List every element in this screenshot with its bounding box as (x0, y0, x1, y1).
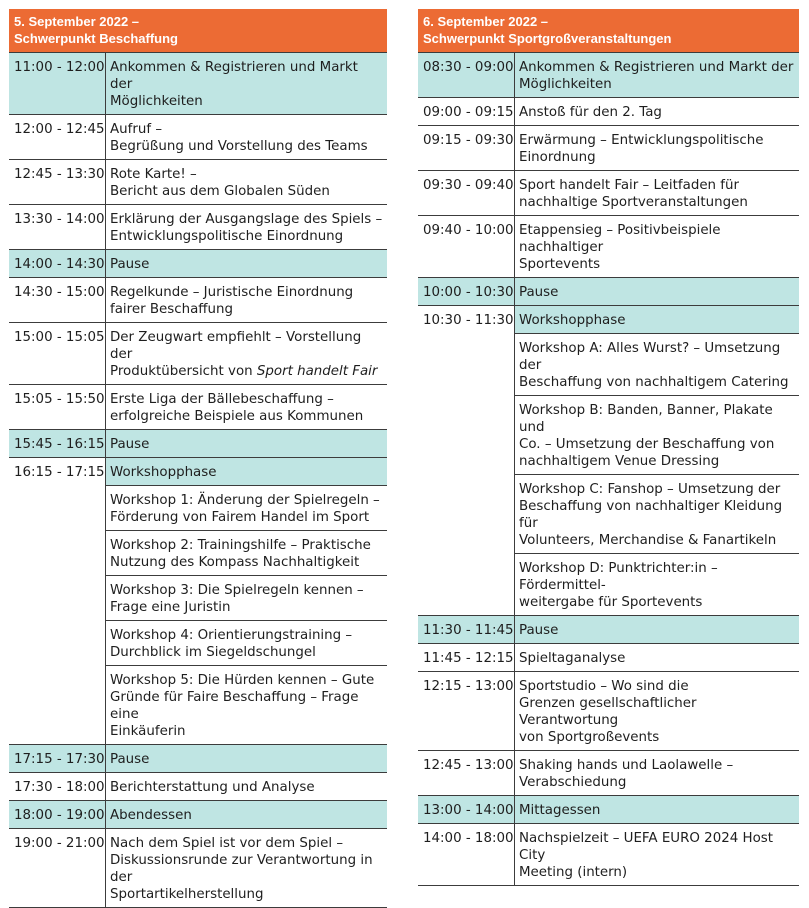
schedule-row (9, 829, 387, 908)
session-title: Erklärung der Ausgangslage des Spiels – Entwicklungspolitische Einordnung (105, 205, 387, 249)
session-title: Rote Karte! – Bericht aus dem Globalen Süden (105, 160, 387, 204)
schedule-row (418, 824, 799, 886)
workshop-item: Workshop 3: Die Spielregeln kennen – Frage eine Juristin (105, 576, 387, 621)
schedule-row-break (9, 250, 387, 278)
schedule-row (9, 278, 387, 323)
schedule-row-break (418, 278, 799, 306)
session-title: Abendessen (105, 801, 387, 828)
time-slot: 15:45 - 16:15 (14, 437, 105, 452)
time-slot: 12:45 - 13:30 (14, 167, 105, 182)
session-title: Regelkunde – Juristische Einordnung fairer Beschaffung (105, 278, 387, 322)
session-title: Erwärmung – Entwicklungspolitische Einordnung (514, 126, 799, 170)
time-slot: 17:30 - 18:00 (14, 780, 105, 795)
workshop-item: Workshop B: Banden, Banner, Plakate und Co. – Umsetzung der Beschaffung von nachhaltigem Venue Dressing (514, 396, 799, 475)
workshop-phase-label: Workshopphase (514, 306, 799, 334)
time-slot: 18:00 - 19:00 (14, 808, 105, 823)
session-title: Mittagessen (514, 796, 799, 823)
session-title: Erste Liga der Bällebeschaffung – erfolgreiche Beispiele aus Kommunen (105, 385, 387, 429)
session-title-text: Der Zeugwart empfiehlt – Vorstellung der Produktübersicht von (110, 330, 362, 379)
session-title: Sport handelt Fair – Leitfaden für nachhaltige Sportveranstaltungen (514, 171, 799, 215)
session-title: Pause (514, 616, 799, 643)
schedule-row-break (9, 430, 387, 458)
schedule-row-break (9, 745, 387, 773)
time-slot: 14:00 - 14:30 (14, 257, 105, 272)
session-title: Sportstudio – Wo sind die Grenzen gesellschaftlicher Verantwortung von Sportgroßevents (514, 672, 799, 750)
time-slot: 14:30 - 15:00 (14, 285, 105, 300)
session-title: Shaking hands und Laolawelle – Verabschiedung (514, 751, 799, 795)
workshop-item: Workshop A: Alles Wurst? – Umsetzung der Beschaffung von nachhaltigem Catering (514, 334, 799, 396)
schedule-row-break (418, 616, 799, 644)
schedule-row (418, 98, 799, 126)
schedule-row (9, 115, 387, 160)
session-title: Spieltaganalyse (514, 644, 799, 671)
session-title: Ankommen & Registrieren und Markt der Möglichkeiten (105, 53, 387, 114)
workshop-item: Workshop 2: Trainingshilfe – Praktische Nutzung des Kompass Nachhaltigkeit (105, 531, 387, 576)
time-slot: 09:00 - 09:15 (423, 105, 514, 120)
workshop-block (9, 458, 387, 745)
schedule-row (9, 323, 387, 385)
time-slot: 10:30 - 11:30 (418, 306, 514, 616)
time-slot: 15:00 - 15:05 (14, 330, 105, 345)
schedule-row-break (9, 53, 387, 115)
session-title-emphasis: Sport handelt Fair (256, 364, 378, 379)
schedule-row (418, 171, 799, 216)
session-title: Ankommen & Registrieren und Markt der Möglichkeiten (514, 53, 799, 97)
session-title: Anstoß für den 2. Tag (514, 98, 799, 125)
day-header-line: Schwerpunkt Sportgroßveranstaltungen (423, 31, 672, 46)
day-header (9, 9, 387, 53)
time-slot: 11:00 - 12:00 (14, 60, 105, 75)
session-title: Nachspielzeit – UEFA EURO 2024 Host City Meeting (intern) (514, 824, 799, 885)
workshop-block (418, 306, 799, 616)
schedule-row (418, 126, 799, 171)
schedule-row (418, 751, 799, 796)
schedule-row-break (418, 53, 799, 98)
day-header-line: 5. September 2022 – (14, 14, 140, 29)
schedule-row-break (9, 801, 387, 829)
session-title: Etappensieg – Positivbeispiele nachhaltiger Sportevents (514, 216, 799, 277)
schedule-row (9, 160, 387, 205)
schedule-row-break (418, 796, 799, 824)
workshop-phase-label: Workshopphase (105, 458, 387, 486)
day-header (418, 9, 799, 53)
time-slot: 09:15 - 09:30 (423, 133, 514, 148)
time-slot: 09:30 - 09:40 (423, 178, 514, 193)
day-header-line: Schwerpunkt Beschaffung (14, 31, 178, 46)
workshop-item: Workshop D: Punktrichter:in – Fördermittel- weitergabe für Sportevents (514, 554, 799, 616)
time-slot: 13:00 - 14:00 (423, 803, 514, 818)
time-slot: 08:30 - 09:00 (423, 60, 514, 75)
schedule-row (418, 644, 799, 672)
time-slot: 09:40 - 10:00 (423, 223, 514, 238)
workshop-item: Workshop 1: Änderung der Spielregeln – Förderung von Fairem Handel im Sport (105, 486, 387, 531)
schedule-row (9, 773, 387, 801)
schedule-day-2 (418, 9, 799, 886)
session-title: Aufruf – Begrüßung und Vorstellung des Teams (105, 115, 387, 159)
time-slot: 13:30 - 14:00 (14, 212, 105, 227)
session-title: Berichterstattung und Analyse (105, 773, 387, 800)
session-title (105, 323, 387, 384)
time-slot: 11:30 - 11:45 (423, 623, 514, 638)
time-slot: 16:15 - 17:15 (9, 458, 105, 745)
time-slot: 15:05 - 15:50 (14, 392, 105, 407)
workshop-list (514, 306, 799, 616)
schedule-row (418, 216, 799, 278)
schedule-row (9, 205, 387, 250)
schedule-row (9, 385, 387, 430)
workshop-item: Workshop C: Fanshop – Umsetzung der Beschaffung von nachhaltiger Kleidung für Volunteers, Merchandise & Fanartikeln (514, 475, 799, 554)
schedule-row (418, 672, 799, 751)
time-slot: 12:45 - 13:00 (423, 758, 514, 773)
workshop-item: Workshop 5: Die Hürden kennen – Gute Gründe für Faire Beschaffung – Frage eine Einkäuferin (105, 666, 387, 745)
schedule-day-1 (9, 9, 387, 908)
time-slot: 14:00 - 18:00 (423, 831, 514, 846)
workshop-list (105, 458, 387, 745)
time-slot: 10:00 - 10:30 (423, 285, 514, 300)
session-title: Pause (105, 745, 387, 772)
day-header-line: 6. September 2022 – (423, 14, 549, 29)
session-title: Nach dem Spiel ist vor dem Spiel – Diskussionsrunde zur Verantwortung in der Sportartikelherstellung (105, 829, 387, 907)
session-title: Pause (105, 250, 387, 277)
time-slot: 12:00 - 12:45 (14, 122, 105, 137)
time-slot: 19:00 - 21:00 (14, 836, 105, 851)
time-slot: 12:15 - 13:00 (423, 679, 514, 694)
workshop-item: Workshop 4: Orientierungstraining – Durchblick im Siegeldschungel (105, 621, 387, 666)
session-title: Pause (514, 278, 799, 305)
time-slot: 17:15 - 17:30 (14, 752, 105, 767)
session-title: Pause (105, 430, 387, 457)
time-slot: 11:45 - 12:15 (423, 651, 514, 666)
